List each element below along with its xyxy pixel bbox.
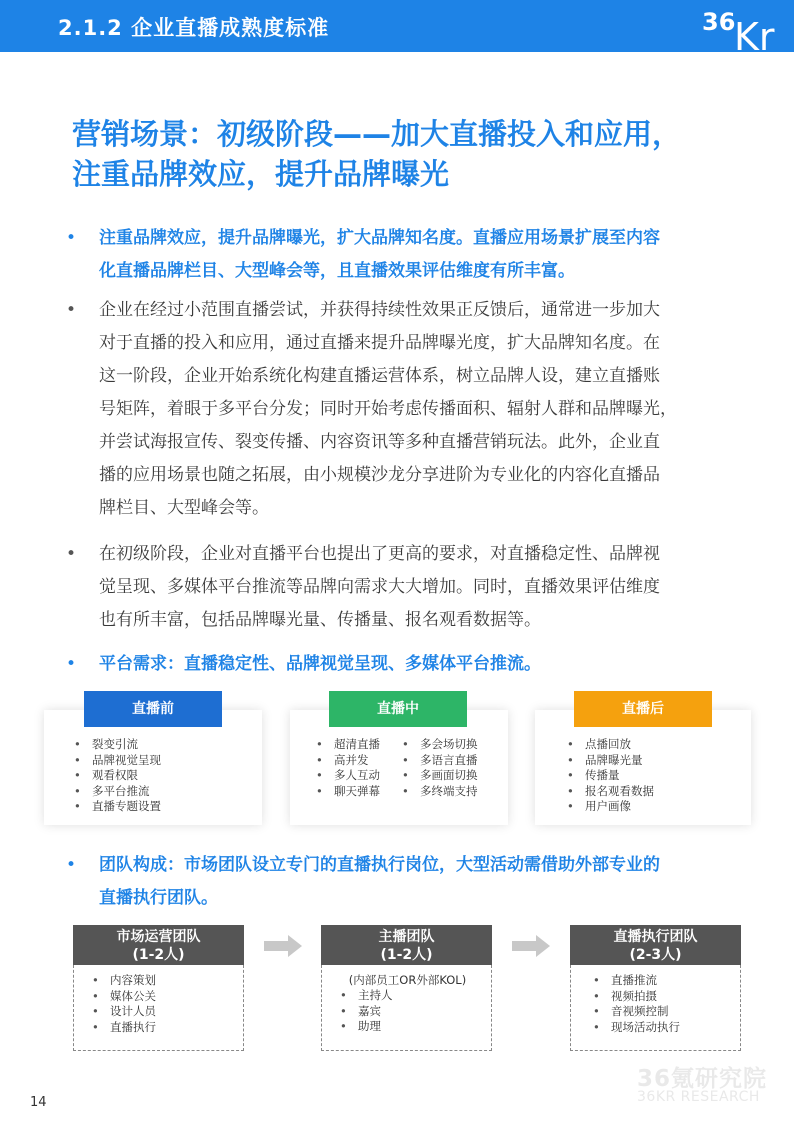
bullet-line: 牌栏目、大型峰会等。 [99,498,269,518]
list-item: • 视频拍摄 [593,989,680,1005]
team-title: 主播团队 [378,929,435,945]
team-marketing-header [73,925,244,965]
before-live-list [74,737,161,815]
heading-line-1: 营销场景：初级阶段——加大直播投入和应用， [72,117,682,151]
header-bar [0,0,794,52]
bullet-line: 这一阶段，企业开始系统化构建直播运营体系，树立品牌人设，建立直播账 [99,366,660,386]
tag-after-live: 直播后 [574,691,712,727]
bullet-text [99,849,724,915]
team-host-list [340,988,393,1035]
bullet-line: 化直播品牌栏目、大型峰会等，且直播效果评估维度有所丰富。 [99,261,575,281]
bullet-text [99,222,724,288]
list-item: • 品牌曝光量 [567,753,654,769]
list-item: • 超清直播 [316,737,380,753]
list-item: • 报名观看数据 [567,784,654,800]
list-item: • 音视频控制 [593,1004,680,1020]
list-item: • 设计人员 [92,1004,156,1020]
logo-text-kr: Kr [734,15,775,52]
team-host-header [321,925,492,965]
page-number: 14 [30,1095,47,1110]
logo-text-36: 36 [702,8,736,36]
bullet-line: 在初级阶段，企业对直播平台也提出了更高的要求，对直播稳定性、品牌视 [99,544,660,564]
bullet-dot: • [66,228,77,248]
card-before-live [44,710,262,825]
right-arrow-icon [264,935,302,957]
bullet-dot: • [66,654,77,674]
list-item: • 点播回放 [567,737,654,753]
bullet-dot: • [66,300,77,320]
list-item: • 多语言直播 [402,753,478,769]
during-live-list-left [316,737,380,799]
watermark-en: 36KR RESEARCH [637,1089,760,1105]
tag-during-live: 直播中 [329,691,467,727]
bullet-dot: • [66,544,77,564]
bullet-line: 团队构成：市场团队设立专门的直播执行岗位，大型活动需借助外部专业的 [99,855,660,875]
team-count: (2-3人) [629,947,682,963]
list-item: • 媒体公关 [92,989,156,1005]
bullet-line: 直播执行团队。 [99,888,218,908]
bullet-text [99,294,724,525]
list-item: • 内容策划 [92,973,156,989]
bullet-line: 企业在经过小范围直播尝试，并获得持续性效果正反馈后，通常进一步加大 [99,300,660,320]
list-item: • 多终端支持 [402,784,478,800]
list-item: • 多画面切换 [402,768,478,784]
bullet-text [99,538,724,637]
list-item: • 裂变引流 [74,737,161,753]
team-host-note: (内部员工OR外部KOL) [348,973,467,987]
page-heading [72,114,752,194]
section-title: 2.1.2 企业直播成熟度标准 [58,16,330,40]
list-item: • 高并发 [316,753,380,769]
team-marketing-list [92,973,156,1035]
right-arrow-icon [512,935,550,957]
heading-line-2: 注重品牌效应，提升品牌曝光 [72,157,450,191]
during-live-list-right [402,737,478,799]
bullet-line: 号矩阵，着眼于多平台分发；同时开始考虑传播面积、辐射人群和品牌曝光， [99,399,677,419]
list-item: • 多平台推流 [74,784,161,800]
list-item: • 品牌视觉呈现 [74,753,161,769]
bullet-line: 注重品牌效应，提升品牌曝光，扩大品牌知名度。直播应用场景扩展至内容 [99,228,660,248]
watermark-cn: 36氪研究院 [637,1066,768,1092]
team-execution-list [593,973,680,1035]
list-item: • 聊天弹幕 [316,784,380,800]
team-execution-box [570,965,741,1051]
team-host-box [321,965,492,1051]
bullet-text: 平台需求：直播稳定性、品牌视觉呈现、多媒体平台推流。 [99,654,541,674]
card-during-live [290,710,508,825]
bullet-line: 播的应用场景也随之拓展，由小规模沙龙分享进阶为专业化的内容化直播品 [99,465,660,485]
list-item: • 多人互动 [316,768,380,784]
team-count: (1-2人) [132,947,185,963]
tag-before-live: 直播前 [84,691,222,727]
bullet-line: 也有所丰富，包括品牌曝光量、传播量、报名观看数据等。 [99,610,541,630]
list-item: • 传播量 [567,768,654,784]
list-item: • 多会场切换 [402,737,478,753]
team-count: (1-2人) [380,947,433,963]
list-item: • 主持人 [340,988,393,1004]
team-execution-header [570,925,741,965]
bullet-line: 觉呈现、多媒体平台推流等品牌向需求大大增加。同时，直播效果评估维度 [99,577,660,597]
list-item: • 用户画像 [567,799,654,815]
list-item: • 直播专题设置 [74,799,161,815]
bullet-line: 并尝试海报宣传、裂变传播、内容资讯等多种直播营销玩法。此外，企业直 [99,432,660,452]
36kr-logo [694,0,794,52]
list-item: • 观看权限 [74,768,161,784]
list-item: • 直播推流 [593,973,680,989]
list-item: • 嘉宾 [340,1004,393,1020]
bullet-line: 对于直播的投入和应用，通过直播来提升品牌曝光度，扩大品牌知名度。在 [99,333,660,353]
list-item: • 助理 [340,1019,393,1035]
team-marketing-box [73,965,244,1051]
team-title: 直播执行团队 [613,929,698,945]
list-item: • 直播执行 [92,1020,156,1036]
team-title: 市场运营团队 [116,929,201,945]
card-after-live [535,710,751,825]
bullet-dot: • [66,855,77,875]
after-live-list [567,737,654,815]
list-item: • 现场活动执行 [593,1020,680,1036]
